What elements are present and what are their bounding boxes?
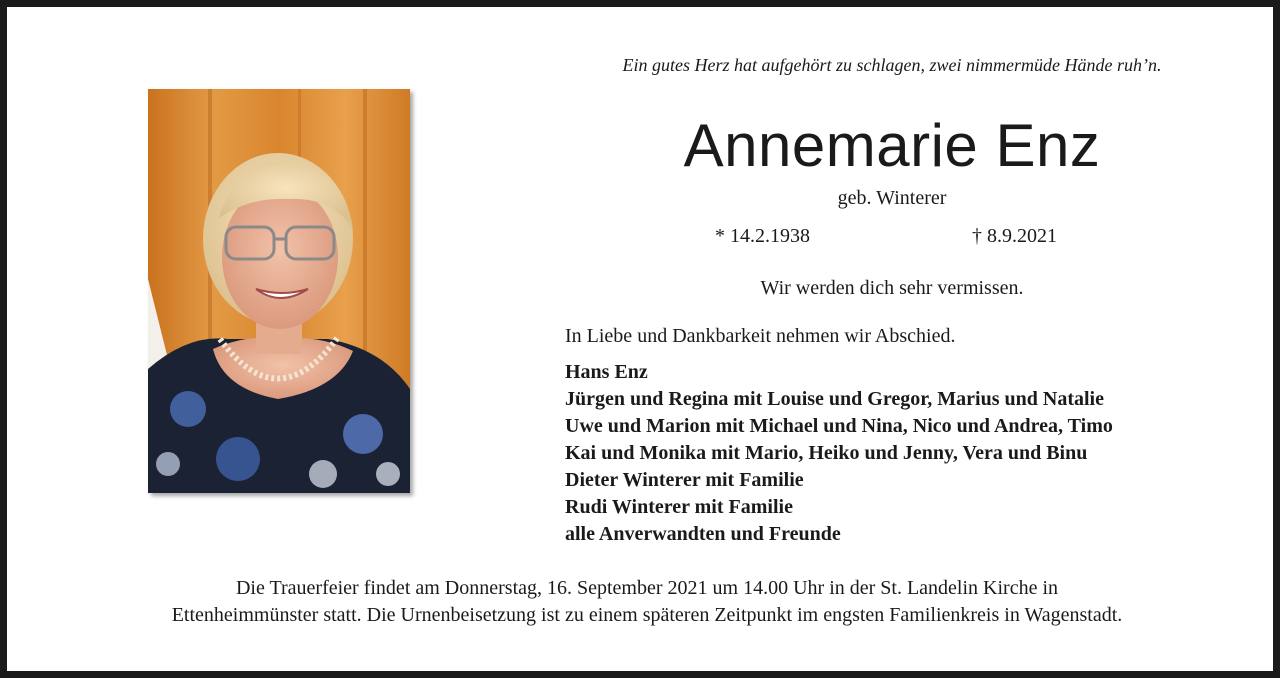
maiden-name: geb. Winterer: [837, 187, 947, 209]
mourners-list: [565, 359, 1113, 548]
service-announcement: [47, 575, 1247, 629]
miss-line: Wir werden dich sehr vermissen.: [760, 277, 1024, 299]
mourner-entry: Hans Enz: [565, 361, 648, 383]
death-date: † 8.9.2021: [972, 225, 1057, 247]
service-line: Die Trauerfeier findet am Donnerstag, 16. September 2021 um 14.00 Uhr in der St. Landelin Kirche in: [235, 577, 1059, 599]
birth-date: * 14.2.1938: [715, 225, 810, 247]
deceased-name: Annemarie Enz: [683, 112, 1101, 179]
mourner-entry: Kai und Monika mit Mario, Heiko und Jenny, Vera und Binu: [565, 442, 1088, 464]
mourner-entry: Uwe und Marion mit Michael und Nina, Nico und Andrea, Timo: [565, 415, 1113, 437]
portrait-photo: [148, 89, 410, 493]
mourner-entry: alle Anverwandten und Freunde: [565, 523, 841, 545]
farewell-intro: In Liebe und Dankbarkeit nehmen wir Abschied.: [565, 325, 956, 347]
mourner-entry: Rudi Winterer mit Familie: [565, 496, 793, 518]
service-line: Ettenheimmünster statt. Die Urnenbeisetzung ist zu einem späteren Zeitpunkt im engsten Familienkreis in Wagenstadt.: [171, 604, 1123, 626]
mourner-entry: Dieter Winterer mit Familie: [565, 469, 804, 491]
mourner-entry: Jürgen und Regina mit Louise und Gregor, Marius und Natalie: [565, 388, 1104, 410]
motto-quote: Ein gutes Herz hat aufgehört zu schlagen, zwei nimmermüde Hände ruh’n.: [622, 55, 1162, 75]
